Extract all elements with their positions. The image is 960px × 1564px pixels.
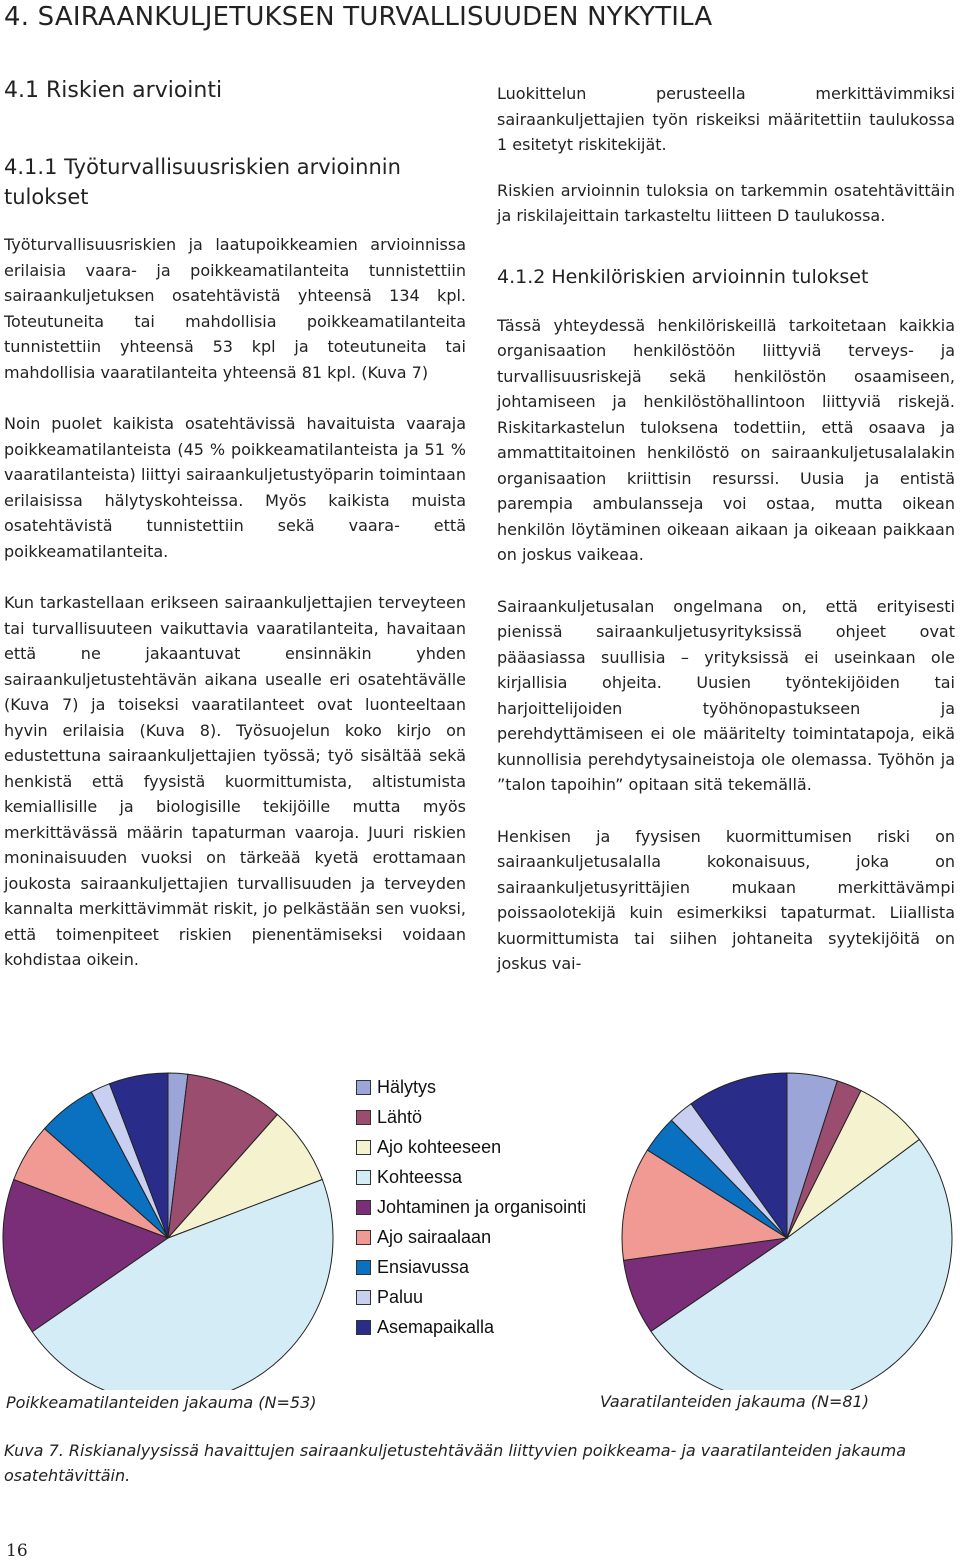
legend-swatch: [356, 1110, 371, 1125]
legend-item: [356, 1252, 586, 1282]
subsection-heading: 4.1.1 Työturvallisuusriskien arvioinnin tulokset: [4, 155, 401, 209]
left-column: [4, 232, 466, 999]
chart-title-left: Poikkeamatilanteiden jakauma (N=53): [6, 1393, 317, 1412]
section-heading: 4.1 Riskien arviointi: [4, 78, 223, 103]
legend-label: Hälytys: [377, 1076, 437, 1097]
right-paragraph-4: Sairaankuljetusalan ongelmana on, että erityisesti pienissä sairaankuljetusyrityksissä ohjeet ovat pääasiassa suullisia – yrityksissä ei useinkaan ole kirjallisia ohjeita. Uusien työntekijöiden tai harjoittelijoiden työhönopastukseen ja perehdyttämiseen ei ole määritelty toimintatapoja, eikä kunnollisia perehdytysaineistoja ole olemassa. Työhön ja ”talon tapoihin” opitaan sitä tekemällä.: [497, 596, 955, 794]
chart-legend: [356, 1072, 586, 1342]
legend-label: Ensiavussa: [377, 1256, 470, 1277]
legend-item: [356, 1102, 586, 1132]
legend-item: [356, 1162, 586, 1192]
legend-label: Ajo kohteeseen: [377, 1136, 502, 1157]
subsection-heading-2: 4.1.2 Henkilöriskien arvioinnin tulokset: [497, 265, 869, 288]
right-paragraph-3: Tässä yhteydessä henkilöriskeillä tarkoitetaan kaikkia organisaation henkilöstöön liittyviä terveys- ja turvallisuusriskejä sekä henkilöstön osaamiseen, johtamiseen ja henkilöstöhallintoon liittyviä riskejä. Riskitarkastelun tuloksena todettiin, että osaava ja ammattitaitoinen henkilöstö on sairaankuljetusalalakin organisaation kriittisin resurssi. Uusia ja entistä parempia ambulansseja voi ostaa, mutta oikean henkilön löytäminen oikeaan aikaan ja oikeaan paikkaan on joskus vaikeaa.: [497, 315, 955, 564]
legend-swatch: [356, 1170, 371, 1185]
legend-label: Paluu: [377, 1286, 424, 1307]
right-paragraph-2: Riskien arvioinnin tuloksia on tarkemmin osatehtävittäin ja riskilajeittain tarkasteltu liitteen D taulukossa.: [497, 180, 955, 225]
chart-title-right: Vaaratilanteiden jakauma (N=81): [600, 1392, 869, 1411]
right-paragraph-1: Luokittelun perusteella merkittävimmiksi sairaankuljettajien työn riskeiksi määritettiin taulukossa 1 esitetyt riskitekijät.: [497, 84, 955, 154]
legend-swatch: [356, 1080, 371, 1095]
legend-label: Asemapaikalla: [377, 1316, 495, 1337]
legend-swatch: [356, 1290, 371, 1305]
legend-swatch: [356, 1230, 371, 1245]
figure-caption: Kuva 7. Riskianalyysissä havaittujen sairaankuljetustehtävään liittyvien poikkeama- ja vaaratilanteiden jakauma osatehtävittäin.: [4, 1441, 907, 1485]
legend-item: [356, 1312, 586, 1342]
legend-swatch: [356, 1140, 371, 1155]
legend-label: Lähtö: [377, 1106, 423, 1127]
legend-item: [356, 1192, 586, 1222]
left-paragraph-2: Noin puolet kaikista osatehtävissä havaituista vaaraja poikkeamatilanteista (45 % poikkeamatilanteista ja 51 % vaaratilanteista) liittyi sairaankuljetustyöparin toimintaan erilaisissa hälytyskohteissa. Myös kaikista muista osatehtävistä tunnistettiin sekä vaara- että poikkeamatilanteita.: [4, 414, 466, 561]
legend-swatch: [356, 1260, 371, 1275]
left-paragraph-1: Työturvallisuusriskien ja laatupoikkeamien arvioinnissa erilaisia vaara- ja poikkeamatilanteita tunnistettiin sairaankuljetuksen osatehtävistä yhteensä 134 kpl. Toteutuneita tai mahdollisia poikkeamatilanteita tunnistettiin yhteensä 53 kpl ja toteutuneita tai mahdollisia vaaratilanteita yhteensä 81 kpl. (Kuva 7): [4, 235, 466, 382]
page-heading: 4. SAIRAANKULJETUKSEN TURVALLISUUDEN NYKYTILA: [4, 2, 713, 32]
legend-item: [356, 1072, 586, 1102]
left-paragraph-3: Kun tarkastellaan erikseen sairaankuljettajien terveyteen tai turvallisuuteen vaikuttavia vaaratilanteita, havaitaan että ne jakaantuvat ensinnäkin yhden sairaankuljetustehtävän aikana usealle eri osatehtävälle (Kuva 7) ja toiseksi vaaratilanteet ovat luonteeltaan hyvin erilaisia (Kuva 8). Työsuojelun koko kirjo on edustettuna sairaankuljettajien työssä; työ sisältää sekä henkistä että fyysistä kuormittumista, altistumista kemiallisille ja biologisille tekijöille mutta myös merkittävässä määrin tapaturman vaaroja. Juuri riskien moninaisuuden vuoksi on tärkeää kyetä erottamaan joukosta sairaankuljettajien turvallisuuden ja terveyden kannalta merkittävimmät riskit, jo pelkästään sen vuoksi, että toimenpiteet riskien pienentämiseksi voidaan kohdistaa oikein.: [4, 593, 466, 969]
legend-item: [356, 1282, 586, 1312]
legend-swatch: [356, 1320, 371, 1335]
right-paragraph-5: Henkisen ja fyysisen kuormittumisen riski on sairaankuljetusalalla kokonaisuus, joka on sairaankuljetusyrittäjien mukaan merkittävämpi poissaolotekijä kuin esimerkiksi tapaturmat. Liiallista kuormittumista tai siihen johtaneita syytekijöitä on joskus vai-: [497, 826, 955, 973]
right-column: [497, 81, 955, 1003]
legend-label: Ajo sairaalaan: [377, 1226, 492, 1247]
legend-label: Kohteessa: [377, 1166, 463, 1187]
page-number: 16: [6, 1541, 28, 1561]
legend-label: Johtaminen ja organisointi: [377, 1196, 587, 1217]
legend-swatch: [356, 1200, 371, 1215]
legend-item: [356, 1132, 586, 1162]
legend-item: [356, 1222, 586, 1252]
